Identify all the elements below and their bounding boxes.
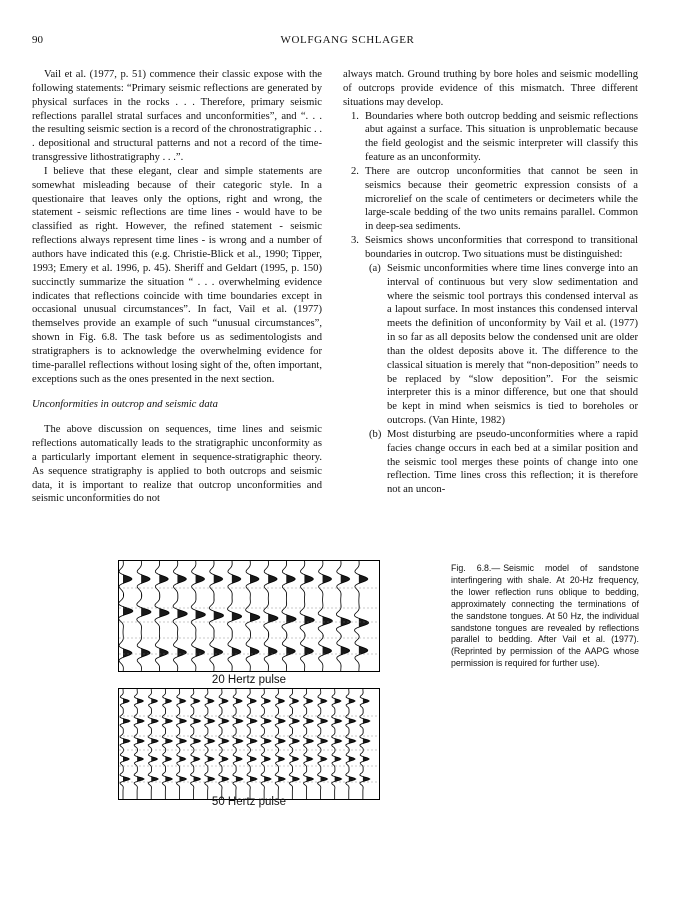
sub-list-item — [365, 262, 638, 428]
list-number: 2. — [351, 165, 359, 177]
sub-list-text: Seismic unconformities where time lines converge into an interval of continuous but very slow sedimentation and where the seismic tool portrays this condensed interval as a lapout surface. In most instances this condensed interval meets the definition of unconformity by Vail et al. (1977) in so far as all deposits below the condensed unit are older than the oldest deposits above it. The difference to the classical situation is merely that “non-deposition” needs to be replaced by “slow deposition”. For the seismic interpreter this is a minor difference, but one that should be kept in mind when seismics is tied to boreholes or outcrops. (Van Hinte, 1982) — [387, 262, 638, 427]
running-head: WOLFGANG SCHLAGER — [280, 34, 415, 46]
seismic-model-figure — [118, 560, 380, 816]
paragraph: Vail et al. (1977, p. 51) commence their classic expose with the following statements: “Primary seismic reflections are generated by physical surfaces in the rocks . . . Therefore, primary seismic reflections parallel stratal surfaces and unconformities”, and “. . . the resulting seismic section is a record of the chronostratigraphic . . . depositional and structural patterns and not a record of the time-transgressive lithostratigraphy . . .”. — [32, 69, 322, 164]
section-heading: Unconformities in outcrop and seismic data — [32, 399, 218, 411]
page-header — [32, 34, 663, 50]
list-item — [343, 165, 638, 234]
list-text: Boundaries where both outcrop bedding and seismic reflections abut against a surface. This situation is unproblematic because the field geologist and the seismic interpreter will classify this feature as an unconformity. — [365, 110, 638, 164]
sub-list-item — [365, 428, 638, 497]
page-number: 90 — [32, 34, 43, 46]
seismic-panel-50hz — [118, 688, 380, 800]
paragraph: The above discussion on sequences, time lines and seismic reflections automatically leads to the stratigraphic unconformity as a particularly important element in sequence-stratigraphic theory. As sequence stratigraphy is applied to both outcrops and seismic data, it is important to realize that outcrop unconformities and seismic unconformities do not — [32, 424, 322, 505]
figure-caption — [451, 563, 639, 670]
list-item — [343, 110, 638, 165]
right-column — [343, 68, 638, 497]
panel-label-50hz: 50 Hertz pulse — [211, 796, 287, 808]
sub-list-text: Most disturbing are pseudo-unconformities where a rapid facies change occurs in each bed at a similar position and the seismic tool merges these points of change into one reflection. Time lines cross this reflection; it is therefore not an uncon- — [387, 428, 638, 496]
list-text: Seismics shows unconformities that correspond to transitional boundaries in outcrop. Two situations must be distinguished: — [365, 235, 638, 260]
caption-text: Seismic model of sandstone interfingering with shale. At 20-Hz frequency, the lower reflection runs oblique to bedding, approximately connecting the terminations of the sandstone tongues. At 50 Hz, the individual sandstone tongues are revealed by reflections parallel to bedding. After Vail et al. (1977). (Reprinted by permission of the AAPG whose permission is required for further use). — [451, 563, 639, 669]
panel-label-20hz: 20 Hertz pulse — [211, 674, 287, 686]
seismic-panel-20hz — [118, 560, 380, 672]
sub-list — [365, 262, 638, 497]
numbered-list — [343, 110, 638, 498]
paragraph: I believe that these elegant, clear and simple statements are somewhat misleading because of their categoric style. In a questionaire that leaves only the options, right and wrong, the statement - seismic reflections are time lines - would have to be classified as right. However, the refined statement - seismic reflections always represent time lines - is wrong and a number of authors have indicated this (e.g. Christie-Blick et al., 1990; Tipper, 1993; Emery et al. 1996, p. 45). Sheriff and Geldart (1995, p. 150) succinctly summarize the situation “ . . . overwhelming evidence indicates that reflections coincide with time boundaries except in occasional unusual circumstances”. In fact, Vail et al. (1977) themselves provide an example of such “unusual circumstances”, shown in Fig. 6.8. The task before us as sedimentologists and stratigraphers is to acknowledge the overwhelming evidence for time-parallel reflections without losing sight of the, often important, exceptions such as the ones presented in the next section. — [32, 165, 322, 385]
list-number: 1. — [351, 110, 359, 122]
list-text: There are outcrop unconformities that cannot be seen in seismics because their geometric expression consists of a microrelief on the scale of centimeters or decimeters while the large-scale bedding of the two units remains parallel. Common in deep-sea sediments. — [365, 165, 638, 233]
paragraph: always match. Ground truthing by bore holes and seismic modelling of outcrops provide evidence of this mismatch. Three different situations may develop. — [343, 69, 638, 108]
list-number: 3. — [351, 235, 359, 247]
sub-list-label: (a) — [369, 262, 381, 274]
caption-figure-id: Fig. 6.8.— — [451, 563, 501, 573]
left-column — [32, 68, 322, 506]
list-item — [343, 234, 638, 497]
sub-list-label: (b) — [369, 428, 382, 440]
